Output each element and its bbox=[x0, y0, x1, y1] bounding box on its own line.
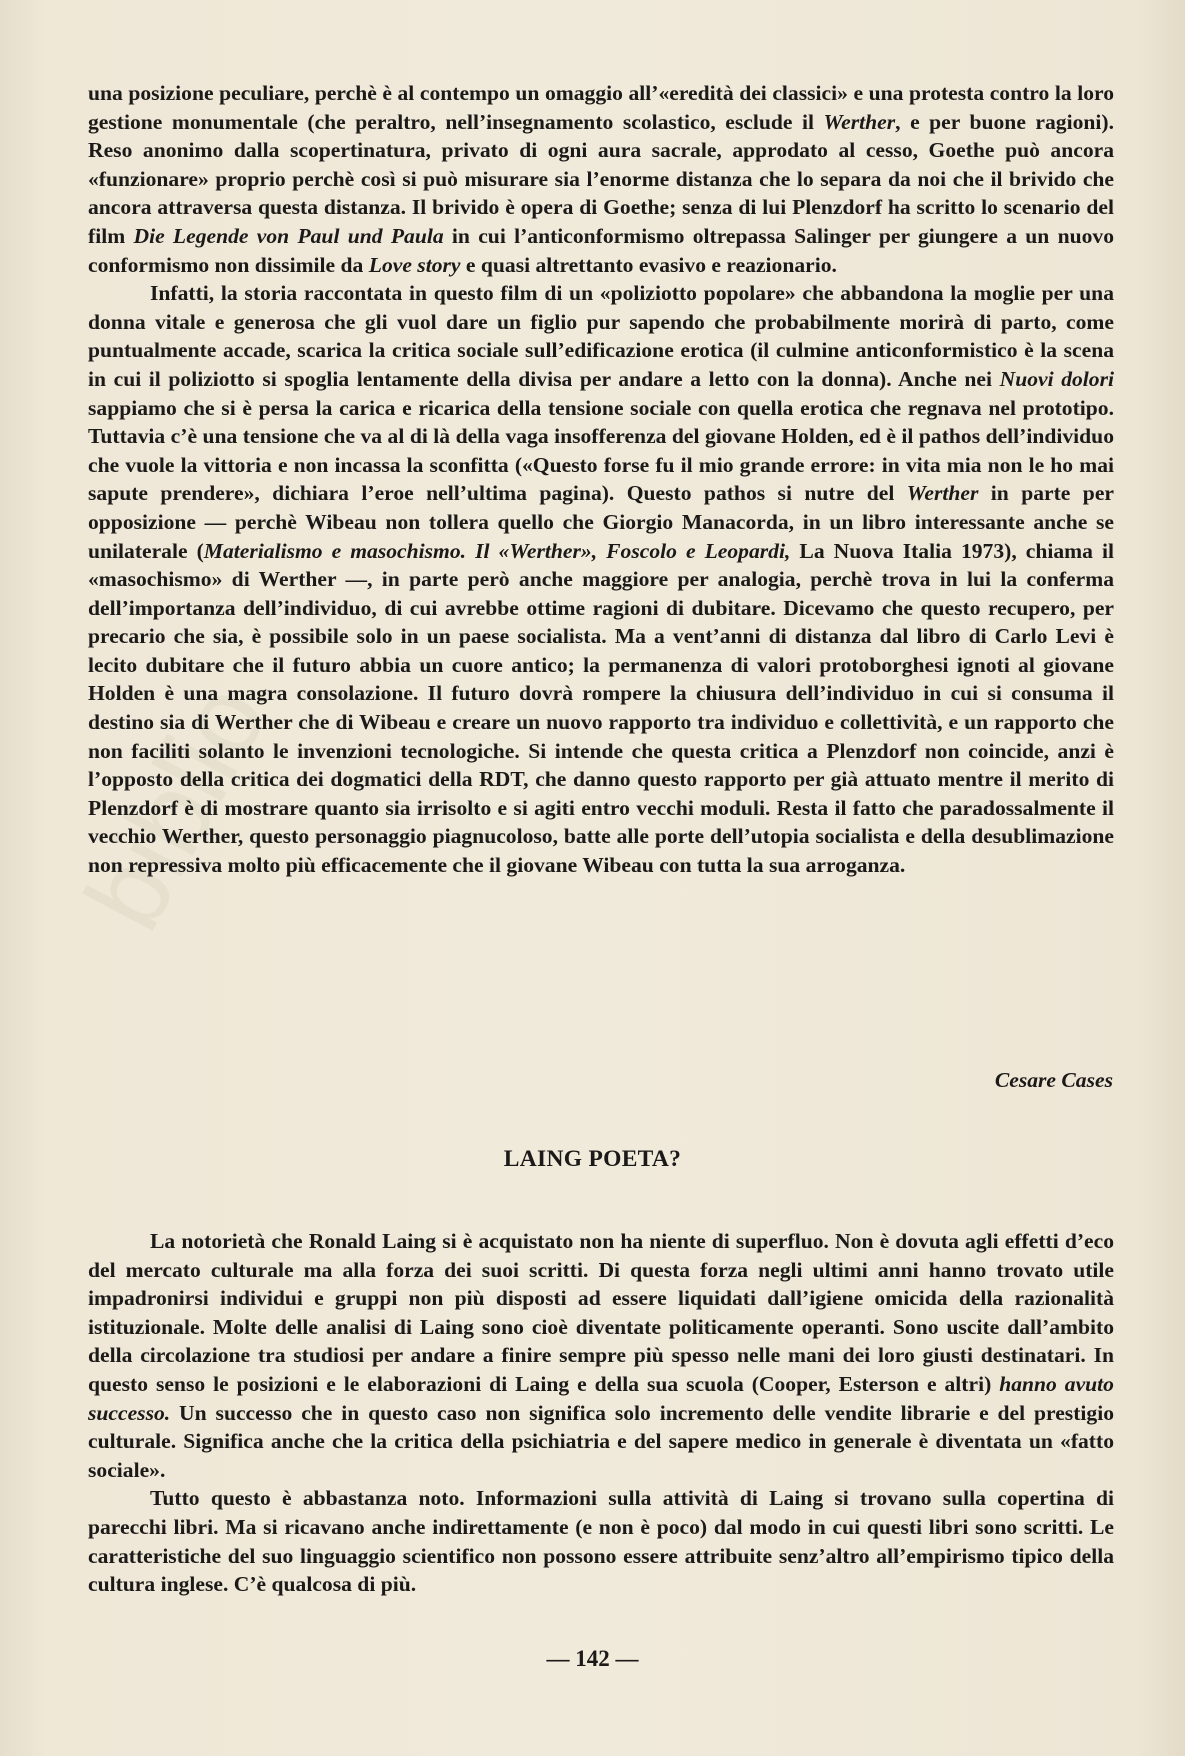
page-number: — 142 — bbox=[546, 1646, 639, 1671]
italic-run: Love story bbox=[368, 252, 461, 277]
article-cases-paragraph-1 bbox=[88, 79, 1114, 279]
text-run: una posizione peculiare, perchè è al contempo un omaggio all’«eredità dei classici» e una protesta contro la loro gestione monumentale (che peraltro, nell’insegnamento scolastico, esclude il bbox=[88, 81, 1114, 134]
text-run: e quasi altrettanto evasivo e reazionario. bbox=[460, 252, 837, 277]
article-cases-paragraph-2 bbox=[88, 279, 1114, 879]
article-cases-body bbox=[88, 79, 1114, 880]
italic-run: Nuovi dolori bbox=[999, 366, 1114, 391]
italic-run: Die Legende von Paul und Paula bbox=[133, 223, 444, 248]
text-run: Un successo che in questo caso non significa solo incremento delle vendite librarie e del prestigio culturale. Significa anche che la critica della psichiatria e del sapere medico in generale è diventata un «fatto sociale». bbox=[88, 1400, 1114, 1482]
text-run: in parte per opposizione — perchè Wibeau non tollera quello che Giorgio Manacorda, in un libro interessante anche se unilaterale ( bbox=[88, 481, 1114, 563]
article-laing-body bbox=[88, 1227, 1114, 1599]
article-laing-paragraph-1 bbox=[88, 1227, 1114, 1484]
italic-run: hanno avuto successo. bbox=[88, 1371, 1114, 1425]
text-run: Infatti, la storia raccontata in questo film di un «poliziotto popolare» che abbandona la moglie per una donna vitale e generosa che gli vuol dare un figlio pur sapendo che probabilmente morirà di parto, come puntualmente accade, scarica la critica sociale sull’edificazione erotica (il culmine anticonformistico è la scena in cui il poliziotto si spoglia lentamente della divisa per andare a letto con la donna). Anche nei bbox=[88, 281, 1114, 391]
watermark: biblio bbox=[61, 664, 291, 949]
text-run: , e per buone ragioni). Reso anonimo dalla scopertinatura, privato di ogni aura sacrale, approdato al cesso, Goethe può ancora «funzionare» proprio perchè così si può misurare sia l’enorme distanza che lo separa da noi che il brivido che ancora attraversa questa distanza. Il brivido è opera di Goethe; senza di lui Plenzdorf ha scritto lo scenario del film bbox=[88, 109, 1114, 248]
text-run: La notorietà che Ronald Laing si è acquistato non ha niente di superfluo. Non è dovuta agli effetti d’eco del mercato culturale ma alla forza dei suoi scritti. Di questa forza negli ultimi anni hanno trovato utile impadronirsi individui e gruppi non più disposti ad essere liquidati dall’igiene omicida della razionalità istituzionale. Molte delle analisi di Laing sono cioè diventate politicamente operanti. Sono uscite dall’ambito della circolazione tra studiosi per andare a finire sempre più spesso nelle mani dei loro giusti destinatari. In questo senso le posizioni e le elaborazioni di Laing e della sua scuola (Cooper, Esterson e altri) bbox=[88, 1229, 1114, 1396]
text-run: La Nuova Italia 1973), chiama il «masochismo» di Werther —, in parte però anche maggiore per analogia, perchè trova in lui la conferma dell’importanza dell’individuo, di cui avrebbe ottime ragioni di dubitare. Dicevamo che questo recupero, per precario che sia, è possibile solo in un paese socialista. Ma a vent’anni di distanza dal libro di Carlo Levi è lecito dubitare che il futuro abbia un cuore antico; la permanenza di valori protoborghesi ignoti al giovane Holden è una magra consolazione. Il futuro dovrà rompere la chiusura dell’individuo in cui si consuma il destino sia di Werther che di Wibeau e creare un nuovo rapporto tra individuo e collettività, e un rapporto che non faciliti solanto le invenzioni tecnologiche. Si intende che questa critica a Plenzdorf non coincide, anzi è l’opposto della critica dei dogmatici della RDT, che danno questo rapporto per già attuato mentre il merito di Plenzdorf è di mostrare quanto sia irrisolto e si agiti entro vecchi moduli. Resta il fatto che paradossalmente il vecchio Werther, questo personaggio piagnucoloso, batte alle porte dell’utopia socialista e della desublimazione non repressiva molto più efficacemente che il giovane Wibeau con tutta la sua arroganza. bbox=[88, 538, 1114, 878]
italic-run: Materialismo e masochismo. Il «Werther», Foscolo e Leopardi, bbox=[203, 538, 791, 563]
section-title: LAING POETA? bbox=[503, 1146, 682, 1172]
author-signature: Cesare Cases bbox=[994, 1068, 1113, 1092]
text-run: in cui l’anticonformismo oltrepassa Salinger per giungere a un nuovo conformismo non dissimile da bbox=[88, 223, 1115, 277]
italic-run: Werther bbox=[823, 109, 896, 134]
italic-run: Werther bbox=[906, 481, 979, 506]
text-run: Tutto questo è abbastanza noto. Informazioni sulla attività di Laing si trovano sulla copertina di parecchi libri. Ma si ricavano anche indirettamente (e non è poco) dal modo in cui questi libri sono scritti. Le caratteristiche del suo linguaggio scientifico non possono essere attribuite senz’altro all’empirismo tipico della cultura inglese. C’è qualcosa di più. bbox=[88, 1486, 1114, 1597]
text-run: sappiamo che si è persa la carica e ricarica della tensione sociale con quella erotica che regnava nel prototipo. Tuttavia c’è una tensione che va al di là della vaga insofferenza del giovane Holden, ed è il pathos dell’individuo che vuole la vittoria e non incassa la sconfitta («Questo forse fu il mio grande errore: in vita mia non le ho mai sapute prendere», dichiara l’eroe nell’ultima pagina). Questo pathos si nutre del bbox=[88, 395, 1114, 506]
article-laing-paragraph-2 bbox=[88, 1484, 1114, 1598]
